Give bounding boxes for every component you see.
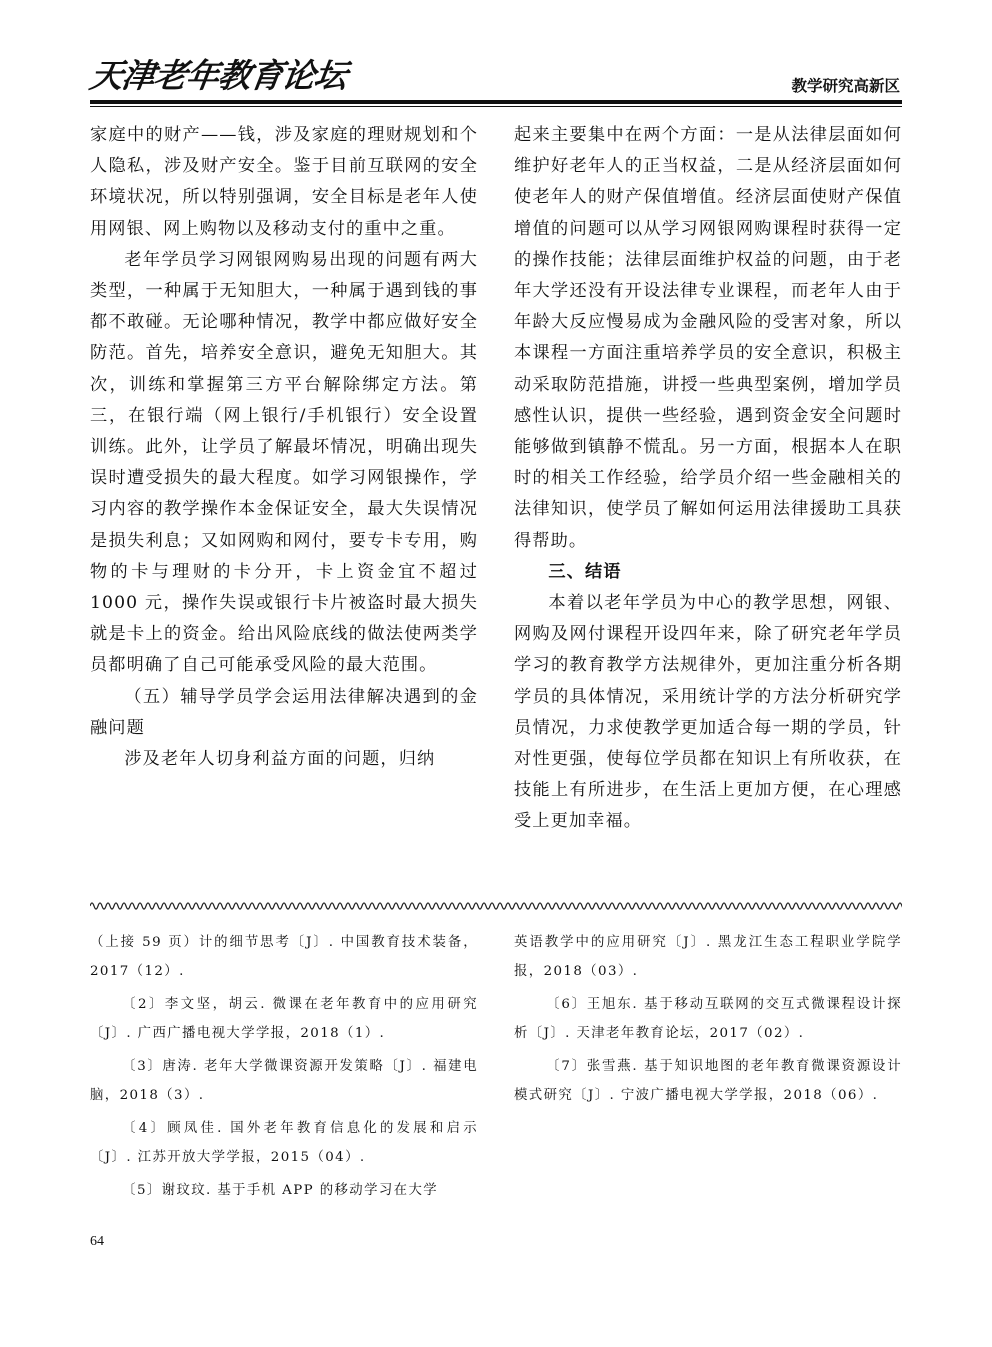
reference-entry: 〔6〕王旭东. 基于移动互联网的交互式微课程设计探析〔J〕. 天津老年教育论坛，2017（02）. bbox=[514, 997, 902, 1041]
body-paragraph: 起来主要集中在两个方面：一是从法律层面如何维护好老年人的正当权益，二是从经济层面如何使老年人的财产保值增值。经济层面使财产保值增值的问题可以从学习网银网购课程时获得一定的操作技能；法律层面维护权益的问题，由于老年大学还没有开设法律专业课程，而老年人由于年龄大反应慢易成为金融风险的受害对象，所以本课程一方面注重培养学员的安全意识，积极主动采取防范措施，讲授一些典型案例，增加学员感性认识，提供一些经验，遇到资金安全问题时能够做到镇静不慌乱。另一方面，根据本人在职时的相关工作经验，给学员介绍一些金融相关的法律知识，使学员了解如何运用法律援助工具获得帮助。 bbox=[514, 125, 902, 551]
reference-entry: 〔4〕顾凤佳. 国外老年教育信息化的发展和启示〔J〕. 江苏开放大学学报，2015（04）. bbox=[90, 1121, 478, 1165]
references-column-left bbox=[90, 928, 478, 1209]
body-paragraph: 本着以老年学员为中心的教学思想，网银、网购及网付课程开设四年来，除了研究老年学员学习的教育教学方法规律外，更加注重分析各期学员的具体情况，采用统计学的方法分析研究学员情况，力求使教学更加适合每一期的学员，针对性更强，使每位学员都在知识上有所收获，在技能上有所进步，在生活上更加方便，在心理感受上更加幸福。 bbox=[514, 593, 902, 832]
section-name: 教学研究高新区 bbox=[791, 77, 900, 95]
reference-entry: 〔5〕谢玟玟. 基于手机 APP 的移动学习在大学 bbox=[122, 1183, 439, 1198]
journal-logo: 天津老年教育论坛 bbox=[87, 56, 349, 95]
reference-entry: 〔7〕张雪燕. 基于知识地图的老年教育微课资源设计模式研究〔J〕. 宁波广播电视大学学报，2018（06）. bbox=[514, 1059, 902, 1103]
references-column-right bbox=[514, 928, 902, 1114]
reference-entry: 〔2〕李文坚，胡云. 微课在老年教育中的应用研究〔J〕. 广西广播电视大学学报，2018（1）. bbox=[90, 997, 478, 1041]
page-header bbox=[87, 54, 902, 100]
reference-entry: 〔3〕唐涛. 老年大学微课资源开发策略〔J〕. 福建电脑，2018（3）. bbox=[90, 1059, 478, 1103]
body-paragraph: 涉及老年人切身利益方面的问题，归纳 bbox=[124, 749, 436, 770]
body-paragraph: 家庭中的财产——钱，涉及家庭的理财规划和个人隐私，涉及财产安全。鉴于目前互联网的安全环境状况，所以特别强调，安全目标是老年人使用网银、网上购物以及移动支付的重中之重。 bbox=[90, 125, 478, 239]
wavy-divider bbox=[90, 898, 902, 914]
reference-entry: 英语教学中的应用研究〔J〕. 黑龙江生态工程职业学院学报，2018（03）. bbox=[514, 935, 902, 979]
reference-entry: （上接 59 页）计的细节思考〔J〕. 中国教育技术装备，2017（12）. bbox=[90, 935, 478, 979]
body-paragraph: 老年学员学习网银网购易出现的问题有两大类型，一种属于无知胆大，一种属于遇到钱的事都不敢碰。无论哪种情况，教学中都应做好安全防范。首先，培养安全意识，避免无知胆大。其次，训练和掌握第三方平台解除绑定方法。第三，在银行端（网上银行/手机银行）安全设置训练。此外，让学员了解最坏情况，明确出现失误时遭受损失的最大程度。如学习网银操作，学习内容的教学操作本金保证安全，最大失误情况是损失利息；又如网购和网付，要专卡专用，购物的卡与理财的卡分开，卡上资金宜不超过1000 元，操作失误或银行卡片被盗时最大损失就是卡上的资金。给出风险底线的做法使两类学员都明确了自己可能承受风险的最大范围。 bbox=[90, 249, 478, 676]
header-rule-thick bbox=[90, 100, 902, 104]
section-heading: 三、结语 bbox=[548, 561, 622, 582]
body-paragraph: （五）辅导学员学会运用法律解决遇到的金融问题 bbox=[90, 686, 478, 738]
body-column-right bbox=[514, 120, 902, 838]
header-rule-thin bbox=[90, 106, 902, 107]
page-number: 64 bbox=[90, 1234, 104, 1249]
body-column-left bbox=[90, 120, 478, 775]
